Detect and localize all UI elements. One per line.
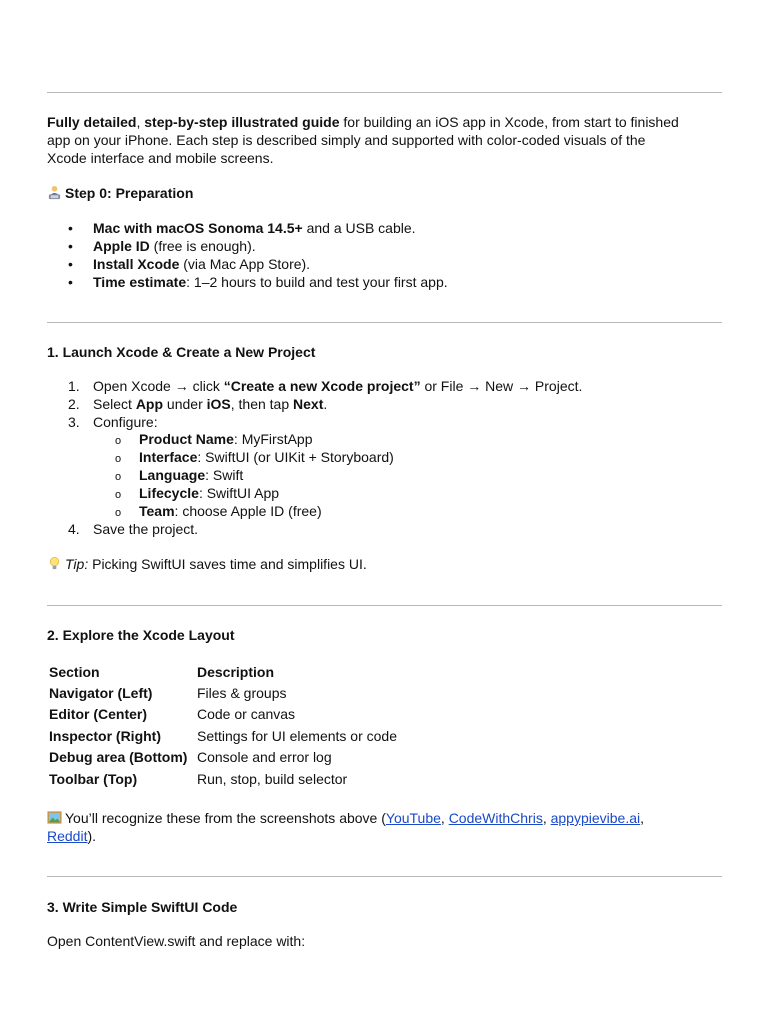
table-header-row bbox=[47, 661, 399, 682]
person-laptop-icon bbox=[47, 185, 62, 200]
divider bbox=[47, 92, 722, 93]
intro-bold-1: Fully detailed bbox=[47, 114, 137, 130]
link-reddit[interactable]: Reddit bbox=[47, 828, 88, 844]
table-row: Debug area (Bottom) Console and error log bbox=[49, 749, 332, 766]
framed-picture-icon bbox=[47, 810, 62, 825]
list-item: • Mac with macOS Sonoma 14.5+ and a USB cable. bbox=[68, 220, 416, 236]
config-item: o Product Name: MyFirstApp bbox=[115, 431, 313, 447]
tip-label: Tip: bbox=[65, 556, 89, 572]
step0-heading bbox=[47, 184, 193, 202]
intro-paragraph bbox=[47, 113, 727, 167]
link-youtube[interactable]: YouTube bbox=[385, 810, 441, 826]
column-header: Description bbox=[197, 663, 275, 680]
tip-line bbox=[47, 555, 727, 573]
column-header: Section bbox=[49, 663, 100, 680]
list-item: 4. Save the project. bbox=[68, 521, 199, 537]
list-item: 1. Open Xcode → click “Create a new Xcode project” or File → New → Project. bbox=[68, 378, 583, 394]
config-item: o Interface: SwiftUI (or UIKit + Storyboard) bbox=[115, 449, 394, 465]
divider bbox=[47, 322, 722, 323]
intro-line-2: app on your iPhone. Each step is described simply and supported with color-coded visuals of the bbox=[47, 132, 646, 148]
config-item: o Lifecycle: SwiftUI App bbox=[115, 485, 280, 501]
divider bbox=[47, 876, 722, 877]
table-row: Navigator (Left) Files & groups bbox=[49, 685, 287, 702]
table-row: Toolbar (Top) Run, stop, build selector bbox=[49, 770, 348, 787]
sources-note: You’ll recognize these from the screenshots above (YouTube, CodeWithChris, appypievibe.ai, Reddit). bbox=[47, 810, 645, 844]
step0-title: Step 0: Preparation bbox=[65, 185, 194, 201]
intro-line-3: Xcode interface and mobile screens. bbox=[47, 150, 274, 166]
intro-sep: , bbox=[136, 114, 145, 130]
section3-text: Open ContentView.swift and replace with: bbox=[47, 933, 306, 949]
tip-text: Picking SwiftUI saves time and simplifies UI. bbox=[88, 556, 367, 572]
intro-bold-2: step-by-step illustrated guide bbox=[144, 114, 340, 130]
config-item: o Team: choose Apple ID (free) bbox=[115, 503, 322, 519]
table-row: Editor (Center) Code or canvas bbox=[49, 706, 296, 723]
list-item: • Time estimate: 1–2 hours to build and test your first app. bbox=[68, 274, 448, 290]
intro-rest: for building an iOS app in Xcode, from start to finished bbox=[339, 114, 679, 130]
section3-heading: 3. Write Simple SwiftUI Code bbox=[47, 899, 238, 915]
xcode-layout-table bbox=[47, 661, 399, 789]
table-row: Inspector (Right) Settings for UI elements or code bbox=[49, 727, 397, 744]
config-item: o Language: Swift bbox=[115, 467, 244, 483]
list-item: • Install Xcode (via Mac App Store). bbox=[68, 256, 311, 272]
link-codewithchris[interactable]: CodeWithChris bbox=[448, 810, 543, 826]
divider bbox=[47, 605, 722, 606]
link-appypievibe[interactable]: appypievibe.ai bbox=[550, 810, 641, 826]
lightbulb-icon bbox=[47, 556, 62, 571]
section1-heading: 1. Launch Xcode & Create a New Project bbox=[47, 344, 316, 360]
section2-heading: 2. Explore the Xcode Layout bbox=[47, 627, 235, 643]
list-item: 3. Configure: bbox=[68, 414, 158, 430]
list-item: • Apple ID (free is enough). bbox=[68, 238, 256, 254]
list-item: 2. Select App under iOS, then tap Next. bbox=[68, 396, 328, 412]
